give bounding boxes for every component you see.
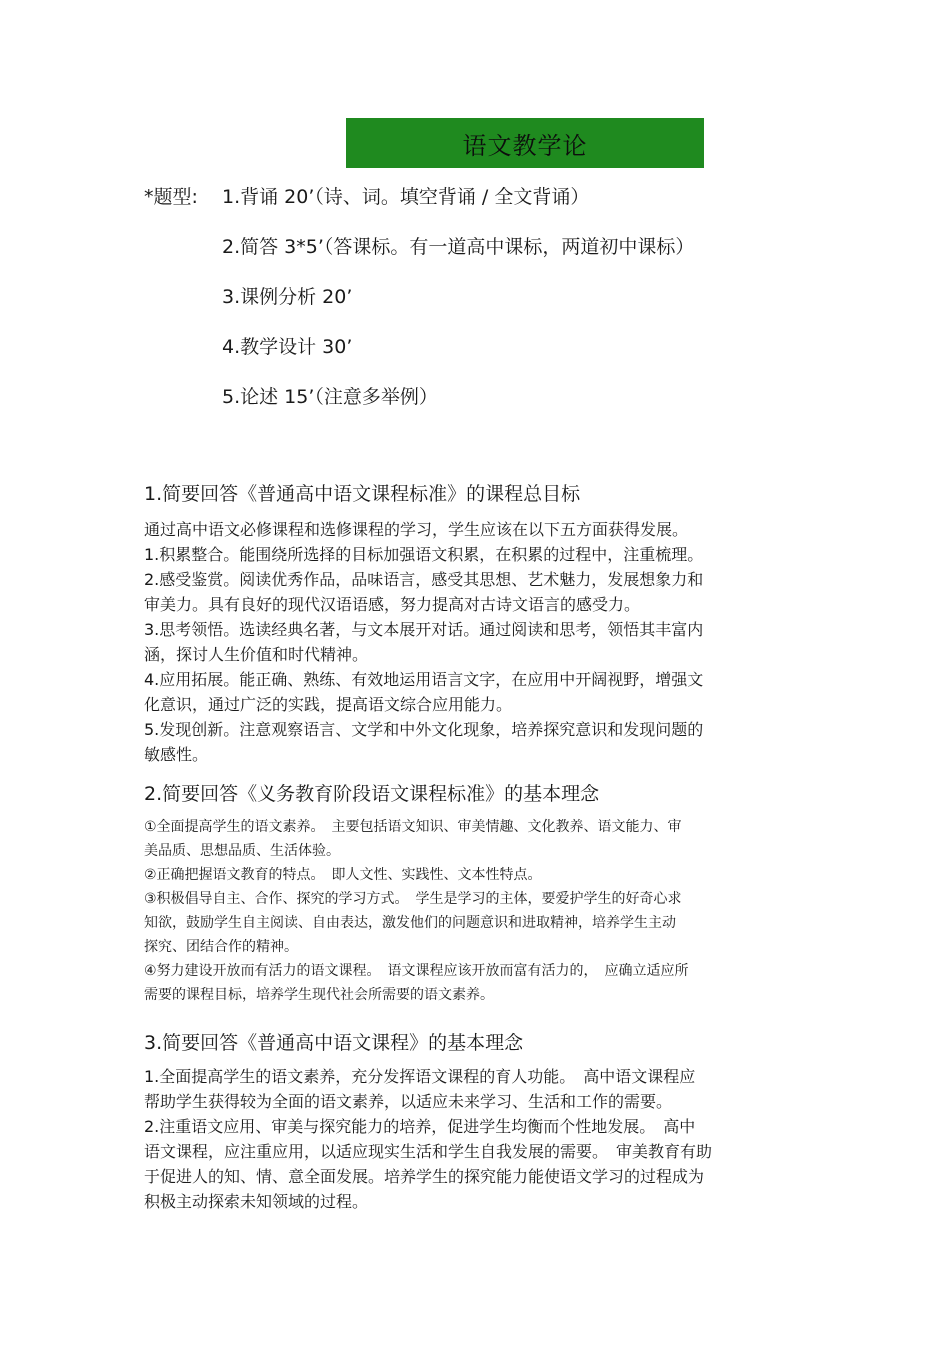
paragraph-line: 涵，探讨人生价值和时代精神。 — [144, 645, 369, 664]
paragraph-line: 3.思考领悟。选读经典名著，与文本展开对话。通过阅读和思考，领悟其丰富内 — [144, 620, 704, 639]
paragraph-line: 帮助学生获得较为全面的语文素养，以适应未来学习、生活和工作的需要。 — [144, 1092, 673, 1111]
section3-heading: 3.简要回答《普通高中语文课程》的基本理念 — [144, 1032, 524, 1054]
paragraph-line: 语文课程，应注重应用，以适应现实生活和学生自我发展的需要。 审美教育有助 — [144, 1142, 713, 1161]
paragraph-line: 2.感受鉴赏。阅读优秀作品，品味语言，感受其思想、艺术魅力，发展想象力和 — [144, 570, 704, 589]
paragraph-line: ④努力建设开放而有活力的语文课程。 语文课程应该开放而富有活力的， 应确立适应所 — [144, 963, 689, 979]
paragraph-line: 积极主动探索未知领域的过程。 — [144, 1192, 369, 1211]
question-type-item: 1.背诵 20’（诗、词。填空背诵 / 全文背诵） — [222, 186, 590, 208]
paragraph-line: 2.注重语文应用、审美与探究能力的培养，促进学生均衡而个性地发展。 高中 — [144, 1117, 696, 1136]
paragraph-line: 敏感性。 — [144, 745, 209, 764]
page-title: 语文教学论 — [462, 131, 588, 160]
paragraph-line: 知欲，鼓励学生自主阅读、自由表达，激发他们的问题意识和进取精神，培养学生主动 — [144, 915, 676, 931]
paragraph-line: 于促进人的知、情、意全面发展。培养学生的探究能力能使语文学习的过程成为 — [144, 1167, 705, 1186]
paragraph-line: 美品质、思想品质、生活体验。 — [144, 843, 340, 859]
paragraph-line: 化意识，通过广泛的实践，提高语文综合应用能力。 — [144, 695, 513, 714]
paragraph-line: ①全面提高学生的语文素养。 主要包括语文知识、审美情趣、文化教养、语文能力、审 — [144, 819, 682, 835]
paragraph-line: ③积极倡导自主、合作、探究的学习方式。 学生是学习的主体，要爱护学生的好奇心求 — [144, 891, 682, 907]
paragraph-line: 4.应用拓展。能正确、熟练、有效地运用语言文字，在应用中开阔视野，增强文 — [144, 670, 704, 689]
paragraph-line: 1.全面提高学生的语文素养，充分发挥语文课程的育人功能。 高中语文课程应 — [144, 1067, 696, 1086]
question-types-lead: *题型: — [144, 186, 198, 208]
paragraph-line: 审美力。具有良好的现代汉语语感，努力提高对古诗文语言的感受力。 — [144, 595, 641, 614]
paragraph-line: ②正确把握语文教育的特点。 即人文性、实践性、文本性特点。 — [144, 867, 542, 883]
section2-body — [144, 815, 804, 1007]
paragraph-line: 1.积累整合。能围绕所选择的目标加强语文积累，在积累的过程中，注重梳理。 — [144, 545, 704, 564]
question-type-item: 5.论述 15’（注意多举例） — [222, 386, 438, 408]
question-type-item: 2.简答 3*5’（答课标。有一道高中课标，两道初中课标） — [222, 236, 695, 258]
title-banner — [346, 118, 704, 168]
paragraph-line: 5.发现创新。注意观察语言、文学和中外文化现象，培养探究意识和发现问题的 — [144, 720, 704, 739]
section1-heading: 1.简要回答《普通高中语文课程标准》的课程总目标 — [144, 483, 581, 505]
section3-body — [144, 1064, 804, 1214]
paragraph-line: 通过高中语文必修课程和选修课程的学习，学生应该在以下五方面获得发展。 — [144, 520, 689, 539]
question-type-item: 3.课例分析 20’ — [222, 286, 353, 308]
paragraph-line: 需要的课程目标，培养学生现代社会所需要的语文素养。 — [144, 987, 494, 1003]
section1-body — [144, 517, 804, 767]
question-type-item: 4.教学设计 30’ — [222, 336, 353, 358]
paragraph-line: 探究、团结合作的精神。 — [144, 939, 298, 955]
section2-heading: 2.简要回答《义务教育阶段语文课程标准》的基本理念 — [144, 783, 600, 805]
